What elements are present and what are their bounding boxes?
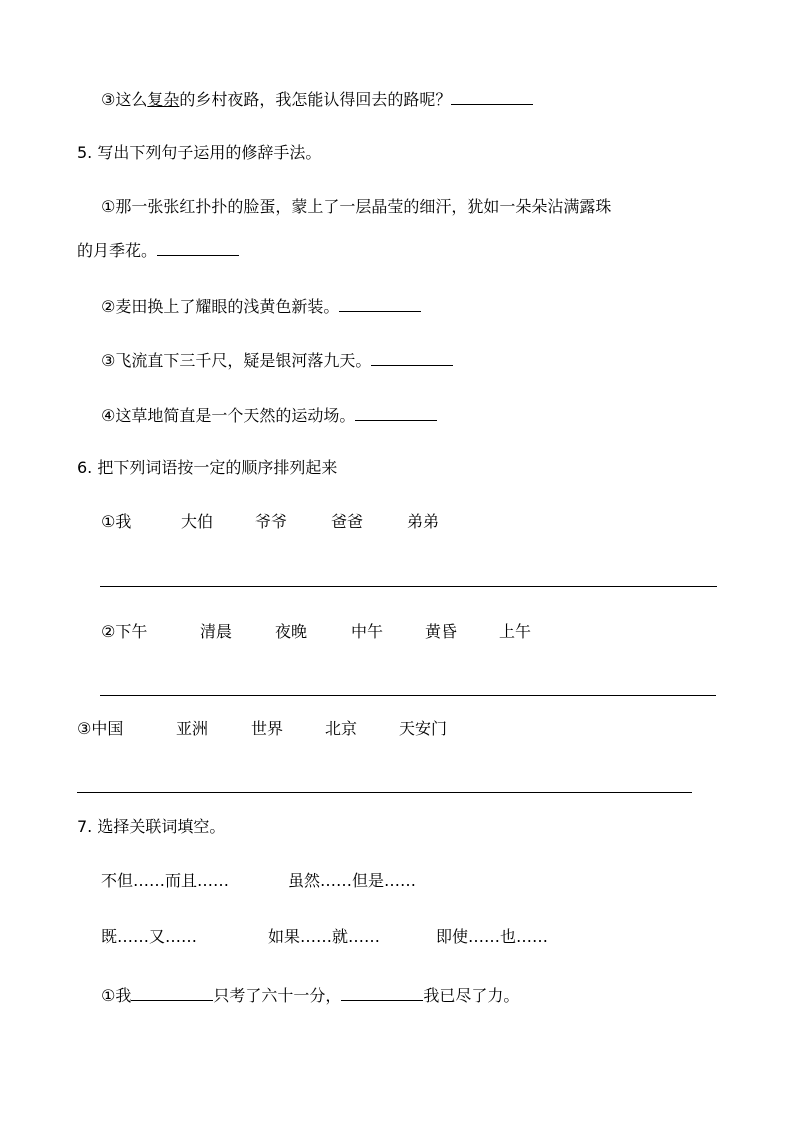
item-text: 飞流直下三千尺，疑是银河落九天。: [115, 351, 372, 370]
word: [101, 621, 200, 643]
item-text: 只考了六十一分，: [213, 986, 342, 1005]
answer-blank[interactable]: [371, 347, 453, 366]
q5-item-1: [101, 196, 611, 218]
item-text: 我已尽了力。: [423, 986, 520, 1005]
item-number: ②: [101, 297, 116, 316]
item-number: ④: [101, 406, 116, 425]
options-row-2: [101, 926, 548, 948]
item-number: ①: [101, 512, 116, 531]
item-number: ③: [101, 90, 116, 109]
q5-item-2: [101, 293, 421, 318]
answer-line[interactable]: [100, 695, 716, 696]
answer-blank[interactable]: [157, 237, 239, 256]
answer-blank[interactable]: [355, 402, 437, 421]
option: 如果……就……: [268, 927, 381, 946]
word-text: 我: [115, 512, 132, 531]
item-text-cont: 的月季花。: [77, 241, 158, 260]
word: 天安门: [399, 719, 448, 738]
word: 夜晚: [275, 622, 308, 641]
answer-line[interactable]: [77, 792, 692, 793]
q5-item-4: [101, 402, 437, 427]
option: 不但……而且……: [101, 871, 230, 890]
item-text: 麦田换上了耀眼的浅黄色新装。: [115, 297, 340, 316]
answer-line[interactable]: [100, 586, 717, 587]
q4-item-3: [101, 86, 533, 111]
q6-item-2: [101, 621, 531, 643]
word: 亚洲: [176, 719, 209, 738]
word-text: 中国: [91, 719, 124, 738]
q5-item-3: [101, 347, 453, 372]
underlined-word: 复杂: [147, 90, 180, 109]
word: 爸爸: [331, 512, 364, 531]
item-number: ①: [101, 197, 116, 216]
question-7-title: 7. 选择关联词填空。: [77, 817, 226, 836]
item-number: ③: [101, 351, 116, 370]
item-number: ②: [101, 622, 116, 641]
word: 清晨: [200, 622, 233, 641]
answer-blank[interactable]: [131, 982, 213, 1001]
option: 即使……也……: [436, 927, 549, 946]
question-5-title: 5. 写出下列句子运用的修辞手法。: [77, 143, 322, 162]
q6-item-3: [77, 718, 447, 740]
q5-item-1-cont: [77, 237, 239, 262]
question-6-title: 6. 把下列词语按一定的顺序排列起来: [77, 458, 338, 477]
option: 虽然……但是……: [288, 871, 417, 890]
answer-blank[interactable]: [339, 293, 421, 312]
q7-item-1: [101, 982, 519, 1007]
word-text: 下午: [115, 622, 148, 641]
q6-item-1: [101, 511, 439, 533]
answer-blank[interactable]: [341, 982, 423, 1001]
option: 既……又……: [101, 927, 198, 946]
item-text: 我: [115, 986, 132, 1005]
item-text-pre: 这么: [115, 90, 148, 109]
word: [101, 511, 181, 533]
item-number: ①: [101, 986, 116, 1005]
answer-blank[interactable]: [451, 86, 533, 105]
word: 弟弟: [407, 512, 440, 531]
word: 中午: [351, 622, 384, 641]
item-text: 这草地简直是一个天然的运动场。: [115, 406, 356, 425]
word: 北京: [325, 719, 358, 738]
word: [77, 718, 176, 740]
word: 大伯: [181, 512, 214, 531]
word: 世界: [251, 719, 284, 738]
word: 爷爷: [255, 512, 288, 531]
item-number: ③: [77, 719, 92, 738]
word: 黄昏: [425, 622, 458, 641]
options-row-1: [101, 870, 416, 892]
item-text: 那一张张红扑扑的脸蛋，蒙上了一层晶莹的细汗，犹如一朵朵沾满露珠: [115, 197, 612, 216]
word: 上午: [499, 622, 532, 641]
item-text-post: 的乡村夜路，我怎能认得回去的路呢？: [179, 90, 452, 109]
